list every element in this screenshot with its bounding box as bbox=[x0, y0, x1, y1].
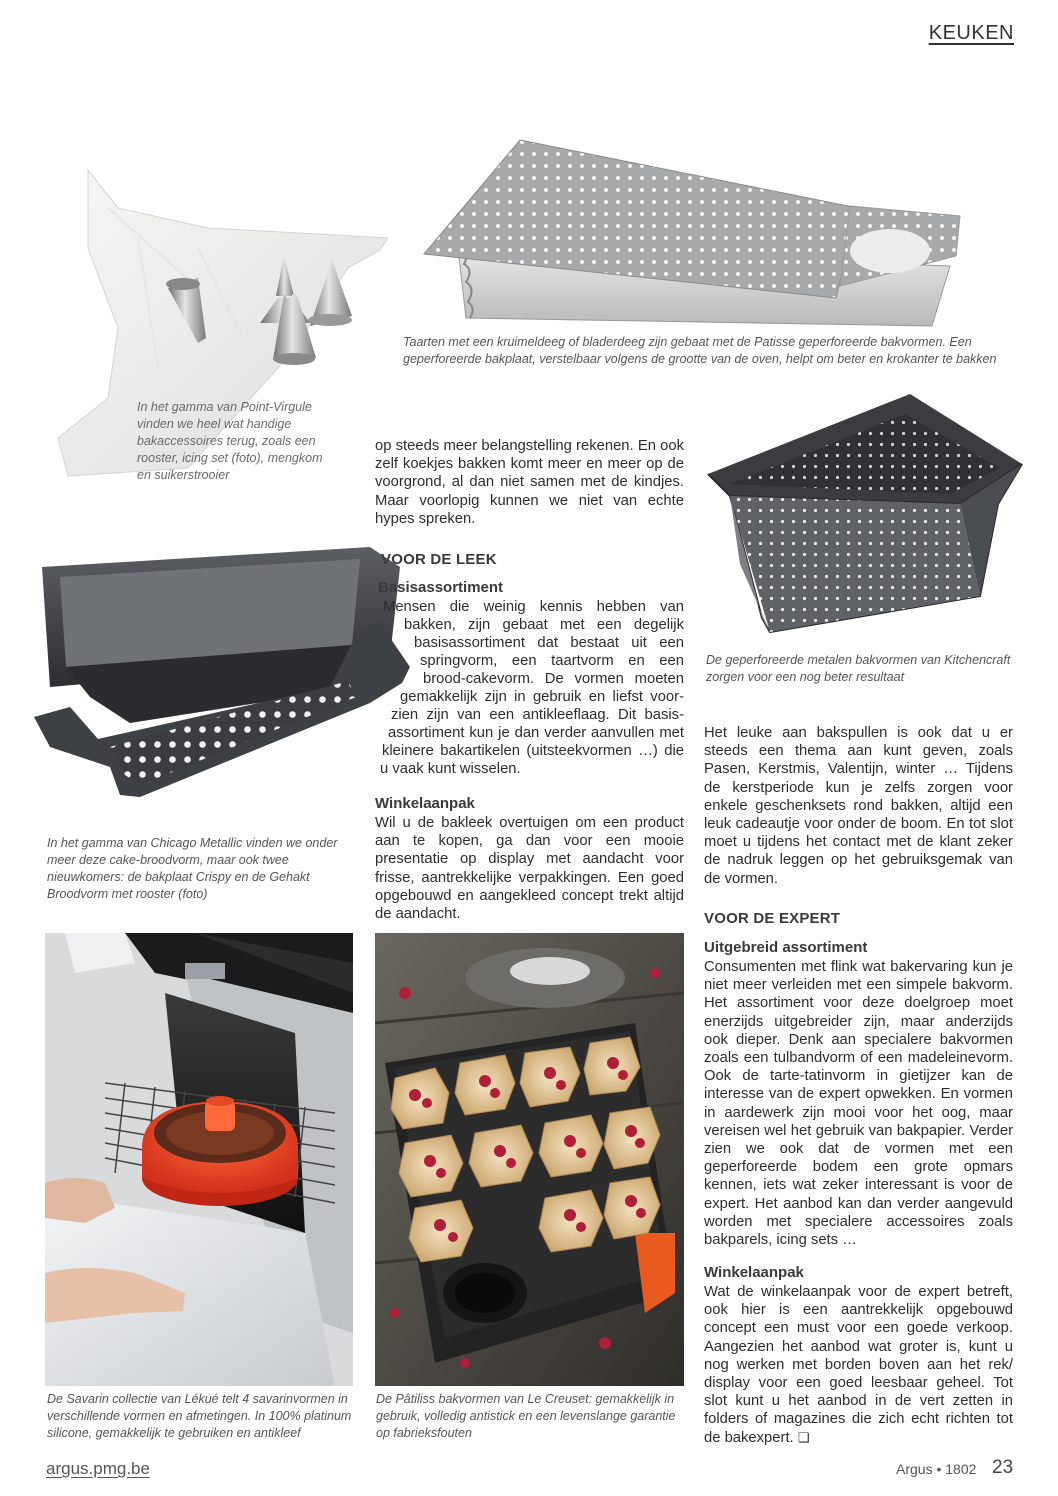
winkelaanpak-leek-paragraph: Wil u de bakleek overtuigen om een product aan te kopen, ga dan voor een mooie presentatie op display met aandacht voor frisse, aantrekkelijke verpakkingen. Een goed opgebouwd en aangekleed concept trekt altijd de aandacht. bbox=[375, 815, 684, 923]
basis-line: Mensen die weinig kennis hebben van bbox=[383, 599, 684, 615]
basis-line: brood-cakevorm. De vormen moeten bbox=[423, 671, 684, 687]
leuke-paragraph: Het leuke aan bakspullen is ook dat u er steeds een thema aan kunt geven, zoals Pasen, Kerstmis, Valentijn, winter … Tijdens de kerstperiode kun je zelfs zorgen voor enkele geschenksets rond bakken, altijd een leuk cadeautje voor onder de boom. En tot slot moet u tijdens het contact met de klant zeker de nadruk leggen op het gebruiksgemak van de vormen. bbox=[704, 725, 1013, 887]
intro-paragraph: op steeds meer belangstelling rekenen. En ook zelf koekjes bakken komt meer en meer op de voorgrond, al dan niet samen met de kindjes. Maar voorlopig kunnen we niet van echte hypes spreken. bbox=[375, 438, 684, 527]
caption-chicago: In het gamma van Chicago Metallic vinden we onder meer deze cake-broodvorm, maar ook twee nieuwkomers: de bakplaat Crispy en de Gehakt Broodvorm met rooster (foto) bbox=[47, 836, 338, 901]
caption-lekue: De Savarin collectie van Lékué telt 4 savarinvormen in verschillende vormen en afmetingen. In 100% platinum silicone, gemakkelijk te gebruiken en antikleef bbox=[47, 1392, 352, 1440]
basis-line: bakken, zijn gebaat met een degelijk bbox=[404, 617, 684, 633]
section-label: KEUKEN bbox=[928, 22, 1014, 44]
subheading-winkelaanpak-leek: Winkelaanpak bbox=[375, 795, 475, 812]
end-mark: ❏ bbox=[797, 1430, 810, 1446]
footer-website-link[interactable]: argus.pmg.be bbox=[46, 1459, 150, 1478]
basis-line: u vaak kunt wisselen. bbox=[380, 761, 521, 777]
basis-line: basisassortiment dat bestaat uit een bbox=[414, 635, 684, 651]
basis-line: kleinere bakartikelen (uitsteekvormen …) die bbox=[382, 743, 684, 759]
uitgebreid-paragraph: Consumenten met flink wat bakervaring kun je niet meer verleiden met een simpele bakvorm. Het assortiment voor deze doelgroep moet enerzijds uitgebreider zijn, maar anderzijds ook dieper. Denk aan specialere bakvormen zoals een tulbandvorm of een madeleinevorm. Ook de tarte-tatinvorm in gietijzer kan de interesse van de expert opwekken. En vormen in aardewerk zijn mooi voor het oog, maar vereisen wel het gebruik van bakpapier. Verder zien we ook dat de vormen met een geperforeerde bodem een grote opmars kennen, iets wat zeker interessant is voor de expert. Het aanbod kan dan verder aangevuld worden met specialere accessoires zoals bakparels, icing sets … bbox=[704, 959, 1013, 1249]
subheading-winkelaanpak-expert: Winkelaanpak bbox=[704, 1264, 804, 1281]
cake-tin-image bbox=[30, 527, 415, 827]
caption-patisse: Taarten met een kruimeldeeg of bladerdeeg zijn gebaat met de Patisse geperforeerde bakvormen. Een geperforeerde bakplaat, verstelbaar volgens de grootte van de oven, helpt om beter en krokanter te bakken bbox=[403, 335, 997, 366]
footer-issue: Argus • 1802 bbox=[896, 1461, 977, 1477]
basis-line: zien zijn van een antikleeflaag. Dit basis- bbox=[391, 707, 684, 723]
subheading-uitgebreid-assortiment: Uitgebreid assortiment bbox=[704, 939, 868, 956]
heading-voor-de-leek: VOOR DE LEEK bbox=[381, 551, 497, 568]
creuset-tray-image bbox=[375, 933, 684, 1386]
oven-savarin-image bbox=[45, 933, 353, 1386]
loaf-tin-perforated-image bbox=[700, 384, 1030, 652]
page-number: 23 bbox=[992, 1457, 1014, 1478]
winkelaanpak-expert-paragraph bbox=[704, 1283, 1013, 1448]
basis-line: assortiment kun je dan verder aanvullen met bbox=[388, 725, 684, 741]
basis-line: springvorm, een taartvorm en een bbox=[420, 653, 684, 669]
basis-line: gemakkelijk zijn in gebruik en liefst voor- bbox=[400, 689, 684, 705]
caption-pointvirgule: In het gamma van Point-Virgule vinden we heel wat handige bakaccessoires terug, zoals een rooster, icing set (foto), mengkom en suikerstrooier bbox=[137, 400, 323, 482]
tart-tin-image bbox=[420, 136, 996, 332]
caption-creuset: De Pâtiliss bakvormen van Le Creuset: gemakkelijk in gebruik, volledig antistick en een levenslange garantie op fabrieksfouten bbox=[376, 1392, 676, 1440]
subheading-basisassortiment: Basisassortiment bbox=[378, 579, 504, 596]
caption-kitchencraft: De geperforeerde metalen bakvormen van Kitchencraft zorgen voor een nog beter resultaat bbox=[706, 653, 1011, 684]
winkelaanpak-expert-text: Wat de winkelaanpak voor de expert betreft, ook hier is een aantrekkelijk opgebouwd concept een must voor een goede verkoop. Aangezien het aanbod wat groter is, kunt u nog werken met borden boven aan het rek/ display voor een goed leesbaar geheel. Tot slot kunt u het aanbod in de vert zetten in folders of magazines die zich echt richten tot de bakexpert. bbox=[704, 1284, 1013, 1446]
heading-voor-de-expert: VOOR DE EXPERT bbox=[704, 910, 841, 927]
